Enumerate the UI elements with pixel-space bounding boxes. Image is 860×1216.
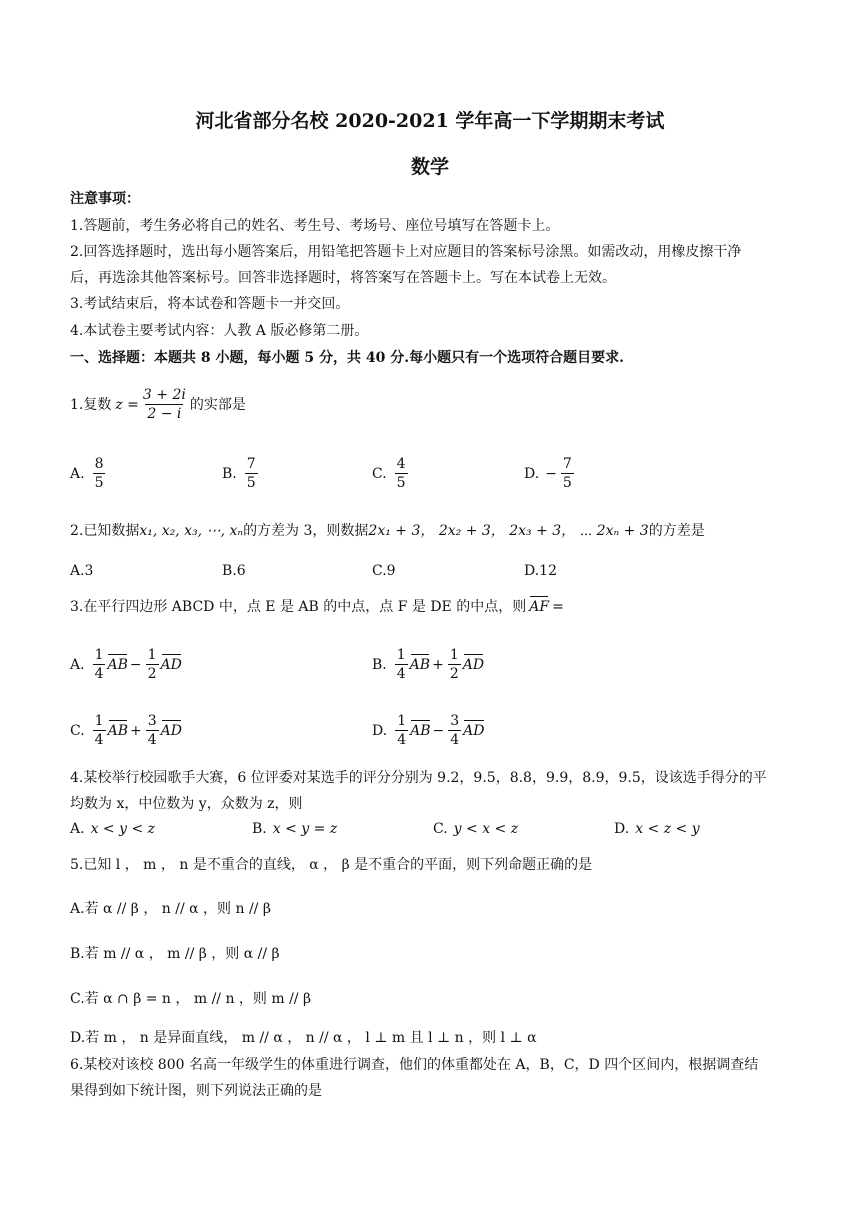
question-6-line2: 果得到如下统计图，则下列说法正确的是 bbox=[70, 1083, 322, 1099]
q3-option-d: D. $\frac{1}{4}$ AB − $\frac{3}{4}$ AD bbox=[372, 713, 485, 748]
q2-option-b: B.6 bbox=[222, 563, 246, 579]
question-5: 5.已知 l ， m ， n 是不重合的直线， α ， β 是不重合的平面，则下列命题正确的是 bbox=[70, 857, 593, 873]
notice-item: 4.本试卷主要考试内容：人教 A 版必修第二册。 bbox=[70, 323, 369, 339]
section-heading: 一、选择题：本题共 8 小题，每小题 5 分，共 40 分.每小题只有一个选项符合题目要求. bbox=[70, 350, 624, 366]
q1-var: z = bbox=[115, 396, 139, 413]
question-4-line1: 4.某校举行校园歌手大赛，6 位评委对某选手的评分分别为 9.2，9.5，8.8，9.9，8.9，9.5，设该选手得分的平 bbox=[70, 770, 767, 786]
q4-option-a: A. x < y < z bbox=[70, 821, 156, 837]
q4-option-d: D. x < z < y bbox=[614, 821, 700, 837]
q1-option-a: A. $\frac{8}{5}$ bbox=[70, 456, 104, 491]
q2-expr: 2x₁ + 3， 2x₂ + 3， 2x₃ + 3， ⋯ 2xₙ + 3 bbox=[368, 523, 649, 539]
q3-option-b: B. $\frac{1}{4}$ AB + $\frac{1}{2}$ AD bbox=[372, 647, 485, 682]
q5-option-c: C.若 α ∩ β = n ， m // n ，则 m // β bbox=[70, 991, 312, 1007]
q1-denominator: 2 − i bbox=[147, 406, 182, 422]
notice-item: 3.考试结束后，将本试卷和答题卡一并交回。 bbox=[70, 296, 350, 312]
q1-prefix: 1.复数 bbox=[70, 396, 112, 413]
q1-option-b: B. $\frac{7}{5}$ bbox=[222, 456, 256, 491]
q2-option-a: A.3 bbox=[70, 563, 94, 579]
notice-item: 1.答题前，考生务必将自己的姓名、考生号、考场号、座位号填写在答题卡上。 bbox=[70, 218, 560, 234]
q4-option-b: B. x < y = z bbox=[252, 821, 338, 837]
question-6-line1: 6.某校对该校 800 名高一年级学生的体重进行调查，他们的体重都处在 A，B，C，D 四个区间内，根据调查结 bbox=[70, 1057, 759, 1073]
q1-suffix: 的实部是 bbox=[189, 396, 246, 413]
q5-option-d: D.若 m ， n 是异面直线， m // α ， n // α ， l ⊥ m 且 l ⊥ n ，则 l ⊥ α bbox=[70, 1030, 537, 1046]
q1-fraction bbox=[141, 386, 188, 423]
notice-item: 2.回答选择题时，选出每小题答案后，用铅笔把答题卡上对应题目的答案标号涂黑。如需改动，用橡皮擦干净 bbox=[70, 244, 742, 260]
question-4-line2: 均数为 x，中位数为 y，众数为 z，则 bbox=[70, 796, 303, 812]
q5-option-b: B.若 m // α ， m // β ，则 α // β bbox=[70, 946, 280, 962]
q1-numerator: 3 + 2i bbox=[142, 387, 186, 403]
q2-option-c: C.9 bbox=[372, 563, 396, 579]
exam-title: 河北省部分名校 2020-2021 学年高一下学期期末考试 bbox=[195, 110, 665, 132]
notice-heading: 注意事项： bbox=[70, 191, 140, 207]
q2-data: x₁, x₂, x₃, ⋯, xₙ bbox=[139, 523, 244, 539]
exam-subject: 数学 bbox=[410, 156, 449, 178]
question-1 bbox=[70, 386, 800, 423]
q1-option-c: C. $\frac{4}{5}$ bbox=[372, 456, 406, 491]
question-3: 3.在平行四边形 ABCD 中，点 E 是 AB 的中点，点 F 是 DE 的中点，则 AF = bbox=[70, 596, 800, 618]
q1-option-d: D. − $\frac{7}{5}$ bbox=[524, 456, 572, 491]
q5-option-a: A.若 α // β ， n // α ，则 n // β bbox=[70, 901, 271, 917]
q4-option-c: C. y < x < z bbox=[433, 821, 519, 837]
question-2: 2.已知数据x₁, x₂, x₃, ⋯, xₙ的方差为 3，则数据2x₁ + 3， 2x₂ + 3， 2x₃ + 3， ⋯ 2xₙ + 3的方差是 bbox=[70, 523, 705, 539]
q3-option-c: C. $\frac{1}{4}$ AB + $\frac{3}{4}$ AD bbox=[70, 713, 182, 748]
q2-option-d: D.12 bbox=[524, 563, 557, 579]
vector-af: AF bbox=[529, 596, 549, 618]
notice-item: 后，再选涂其他答案标号。回答非选择题时，将答案写在答题卡上。写在本试卷上无效。 bbox=[70, 270, 616, 286]
q3-option-a: A. $\frac{1}{4}$ AB − $\frac{1}{2}$ AD bbox=[70, 647, 182, 682]
